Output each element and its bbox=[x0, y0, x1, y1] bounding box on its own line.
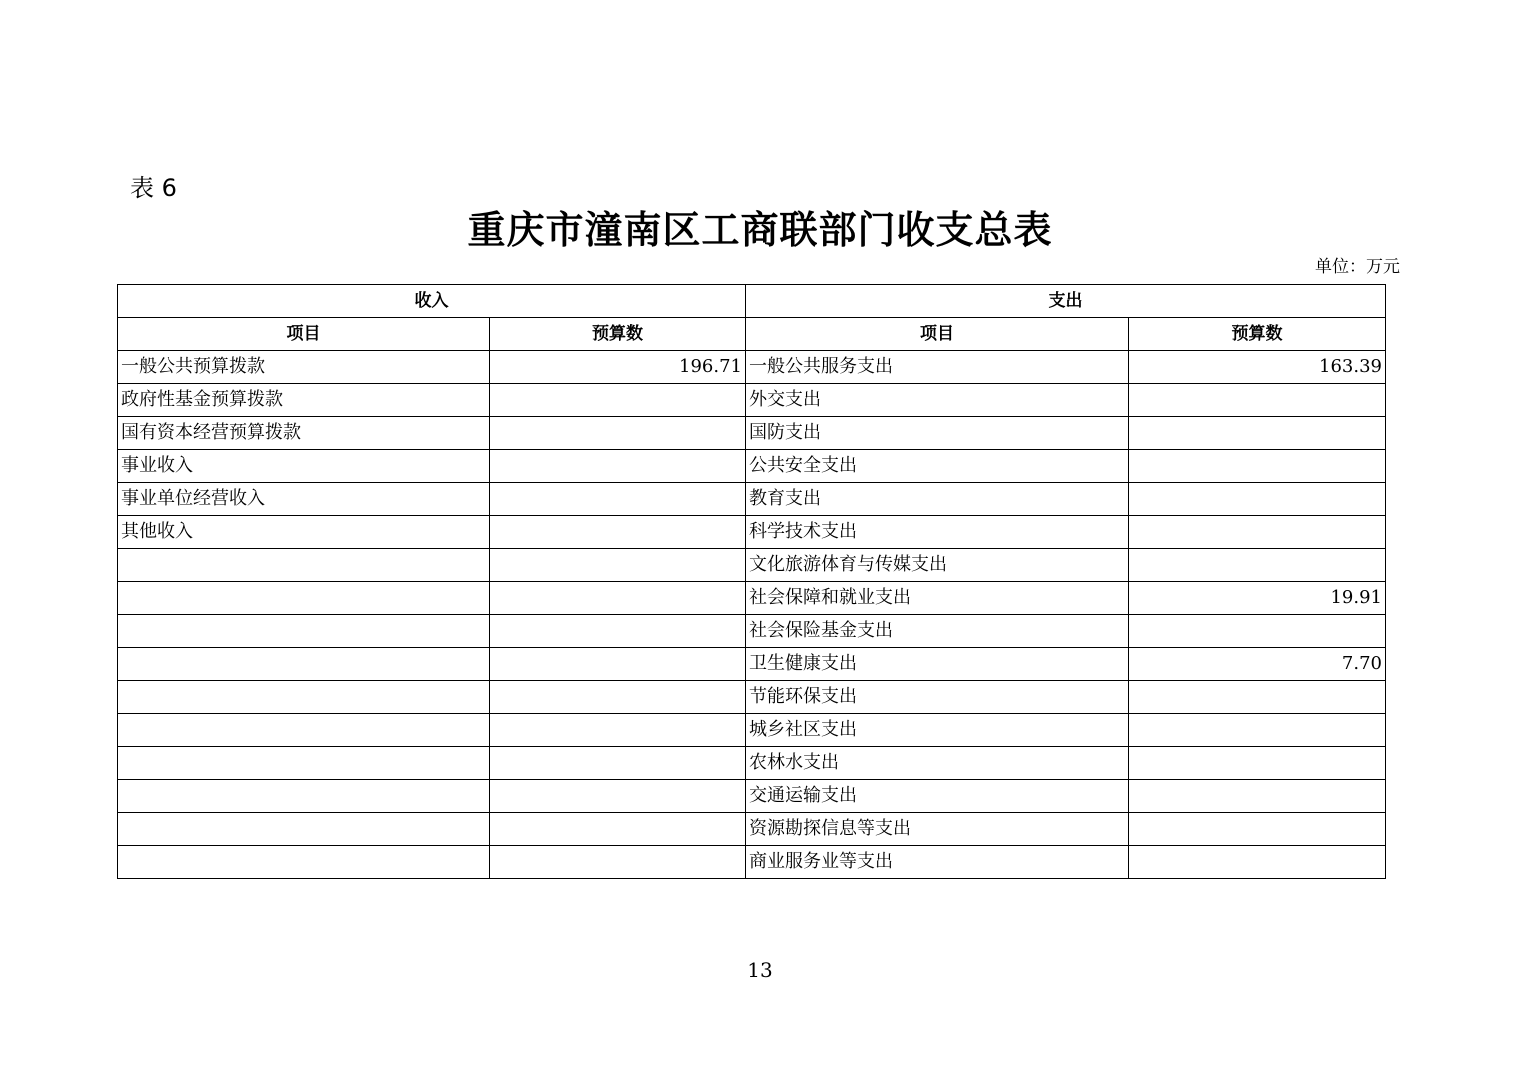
expenditure-item-cell: 文化旅游体育与传媒支出 bbox=[746, 549, 1129, 582]
table-row bbox=[118, 417, 1386, 450]
table-row bbox=[118, 450, 1386, 483]
income-item-cell bbox=[118, 714, 490, 747]
income-item-cell bbox=[118, 846, 490, 879]
income-item-cell bbox=[118, 813, 490, 846]
income-item-cell bbox=[118, 648, 490, 681]
table-row bbox=[118, 813, 1386, 846]
expenditure-budget-cell bbox=[1129, 780, 1386, 813]
income-budget-cell: 196.71 bbox=[490, 351, 746, 384]
income-budget-cell bbox=[490, 846, 746, 879]
income-group-header: 收入 bbox=[118, 285, 746, 318]
income-item-cell bbox=[118, 549, 490, 582]
table-row bbox=[118, 780, 1386, 813]
expenditure-budget-cell bbox=[1129, 714, 1386, 747]
income-budget-cell bbox=[490, 714, 746, 747]
income-item-cell: 政府性基金预算拨款 bbox=[118, 384, 490, 417]
income-item-cell: 一般公共预算拨款 bbox=[118, 351, 490, 384]
income-budget-cell bbox=[490, 747, 746, 780]
expenditure-budget-cell: 7.70 bbox=[1129, 648, 1386, 681]
income-item-cell bbox=[118, 582, 490, 615]
budget-summary-table bbox=[117, 284, 1386, 879]
expenditure-item-cell: 城乡社区支出 bbox=[746, 714, 1129, 747]
income-budget-header: 预算数 bbox=[490, 318, 746, 351]
expenditure-budget-cell bbox=[1129, 681, 1386, 714]
expenditure-item-cell: 节能环保支出 bbox=[746, 681, 1129, 714]
expenditure-budget-cell bbox=[1129, 747, 1386, 780]
table-row bbox=[118, 747, 1386, 780]
expenditure-item-header: 项目 bbox=[746, 318, 1129, 351]
income-budget-cell bbox=[490, 384, 746, 417]
income-budget-cell bbox=[490, 417, 746, 450]
income-budget-cell bbox=[490, 813, 746, 846]
income-budget-cell bbox=[490, 549, 746, 582]
expenditure-budget-cell bbox=[1129, 483, 1386, 516]
expenditure-item-cell: 农林水支出 bbox=[746, 747, 1129, 780]
income-item-cell bbox=[118, 681, 490, 714]
expenditure-item-cell: 科学技术支出 bbox=[746, 516, 1129, 549]
income-item-cell: 国有资本经营预算拨款 bbox=[118, 417, 490, 450]
expenditure-budget-cell bbox=[1129, 516, 1386, 549]
unit-note: 单位：万元 bbox=[1315, 257, 1400, 277]
expenditure-budget-cell bbox=[1129, 417, 1386, 450]
expenditure-item-cell: 交通运输支出 bbox=[746, 780, 1129, 813]
income-item-cell bbox=[118, 615, 490, 648]
income-budget-cell bbox=[490, 483, 746, 516]
expenditure-item-cell: 外交支出 bbox=[746, 384, 1129, 417]
income-item-cell: 其他收入 bbox=[118, 516, 490, 549]
expenditure-item-cell: 商业服务业等支出 bbox=[746, 846, 1129, 879]
expenditure-budget-cell bbox=[1129, 813, 1386, 846]
expenditure-budget-cell bbox=[1129, 450, 1386, 483]
income-item-cell: 事业单位经营收入 bbox=[118, 483, 490, 516]
income-budget-cell bbox=[490, 450, 746, 483]
table-label: 表 6 bbox=[130, 174, 177, 202]
expenditure-budget-cell bbox=[1129, 846, 1386, 879]
income-item-header: 项目 bbox=[118, 318, 490, 351]
table-row bbox=[118, 351, 1386, 384]
expenditure-item-cell: 公共安全支出 bbox=[746, 450, 1129, 483]
table-column-header-row bbox=[118, 318, 1386, 351]
expenditure-item-cell: 卫生健康支出 bbox=[746, 648, 1129, 681]
page-title: 重庆市潼南区工商联部门收支总表 bbox=[467, 207, 1053, 252]
table-row bbox=[118, 615, 1386, 648]
income-budget-cell bbox=[490, 780, 746, 813]
table-body bbox=[118, 351, 1386, 879]
expenditure-budget-cell bbox=[1129, 549, 1386, 582]
expenditure-group-header: 支出 bbox=[746, 285, 1386, 318]
expenditure-budget-cell: 163.39 bbox=[1129, 351, 1386, 384]
expenditure-item-cell: 资源勘探信息等支出 bbox=[746, 813, 1129, 846]
income-item-cell bbox=[118, 780, 490, 813]
table-group-header-row bbox=[118, 285, 1386, 318]
table-row bbox=[118, 483, 1386, 516]
table-row bbox=[118, 681, 1386, 714]
income-item-cell bbox=[118, 747, 490, 780]
expenditure-budget-cell: 19.91 bbox=[1129, 582, 1386, 615]
table-row bbox=[118, 516, 1386, 549]
expenditure-item-cell: 社会保险基金支出 bbox=[746, 615, 1129, 648]
table-row bbox=[118, 582, 1386, 615]
expenditure-budget-header: 预算数 bbox=[1129, 318, 1386, 351]
table-row bbox=[118, 846, 1386, 879]
expenditure-budget-cell bbox=[1129, 615, 1386, 648]
table-row bbox=[118, 384, 1386, 417]
expenditure-budget-cell bbox=[1129, 384, 1386, 417]
income-item-cell: 事业收入 bbox=[118, 450, 490, 483]
expenditure-item-cell: 国防支出 bbox=[746, 417, 1129, 450]
income-budget-cell bbox=[490, 681, 746, 714]
expenditure-item-cell: 社会保障和就业支出 bbox=[746, 582, 1129, 615]
income-budget-cell bbox=[490, 648, 746, 681]
page-number: 13 bbox=[747, 958, 773, 982]
table-row bbox=[118, 549, 1386, 582]
expenditure-item-cell: 教育支出 bbox=[746, 483, 1129, 516]
income-budget-cell bbox=[490, 516, 746, 549]
table-row bbox=[118, 714, 1386, 747]
table-row bbox=[118, 648, 1386, 681]
expenditure-item-cell: 一般公共服务支出 bbox=[746, 351, 1129, 384]
income-budget-cell bbox=[490, 615, 746, 648]
income-budget-cell bbox=[490, 582, 746, 615]
